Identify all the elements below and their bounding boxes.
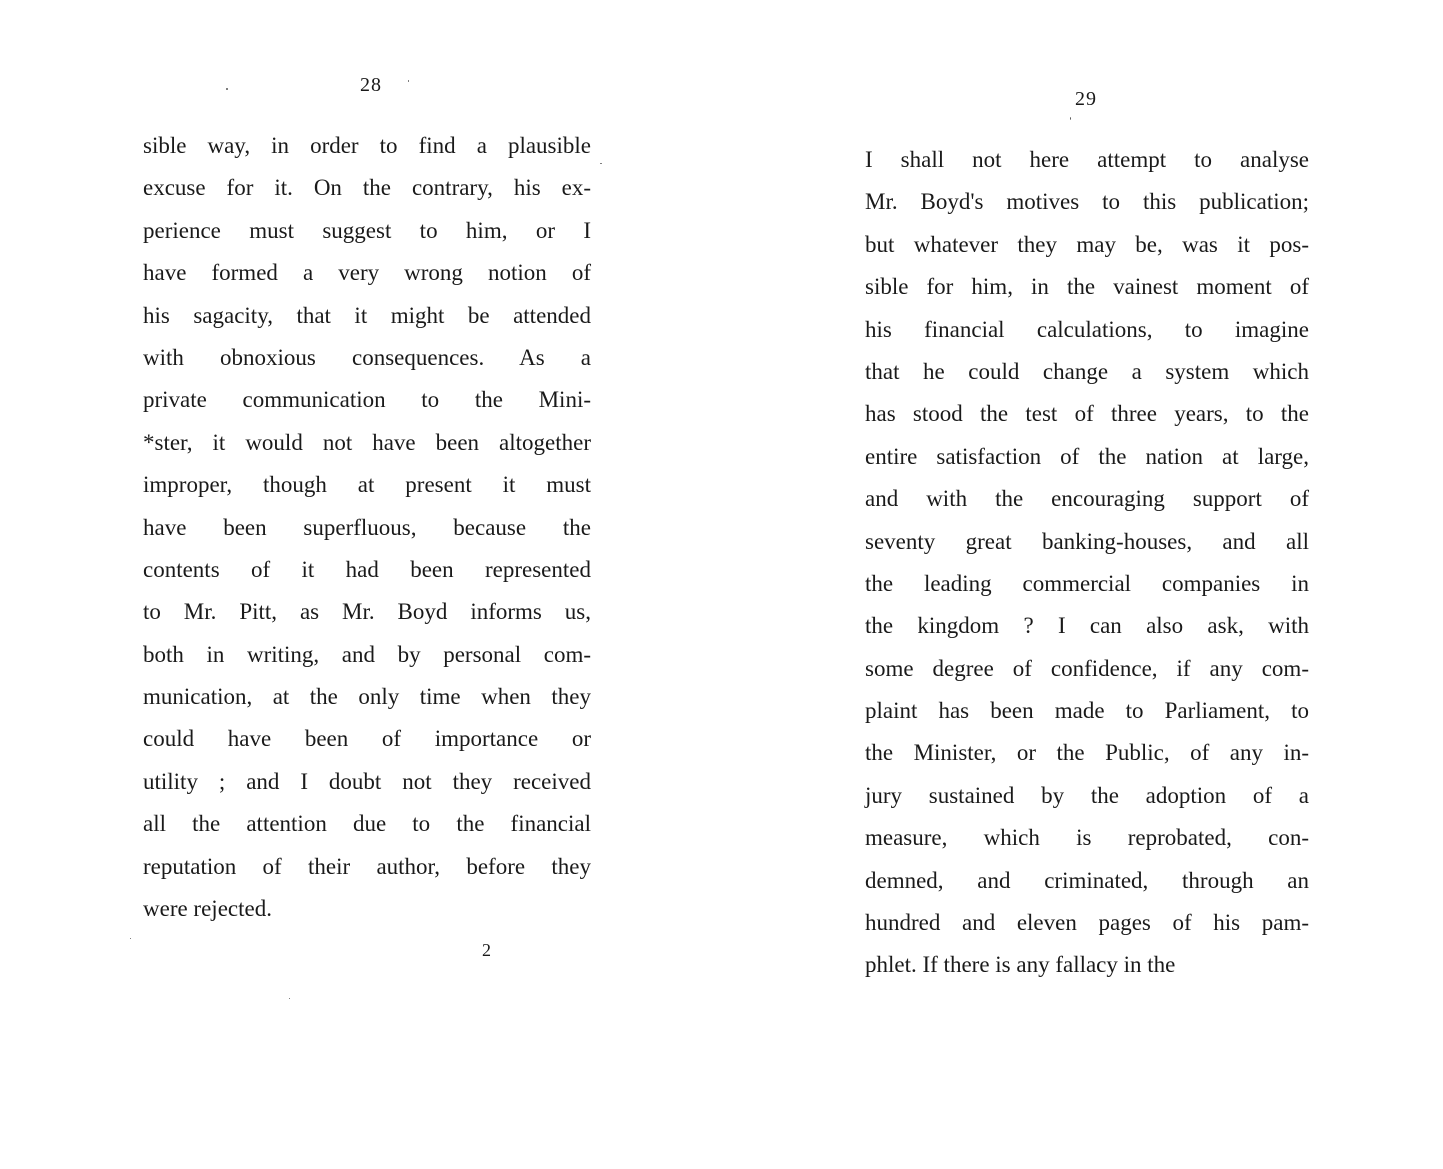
text-line: but whatever they may be, was it pos-	[865, 231, 1309, 257]
text-line: his financial calculations, to imagine	[865, 316, 1309, 342]
scan-speck	[289, 998, 290, 999]
page-number: 28	[360, 74, 382, 96]
text-line: have formed a very wrong notion of	[143, 260, 591, 286]
text-line: munication, at the only time when they	[143, 684, 591, 710]
page-number: 29	[1075, 88, 1097, 110]
text-line: excuse for it. On the contrary, his ex-	[143, 175, 591, 201]
page-text	[143, 125, 591, 930]
text-line: the kingdom ? I can also ask, with	[865, 613, 1309, 639]
text-line: improper, though at present it must	[143, 472, 591, 498]
text-line: perience must suggest to him, or I	[143, 217, 591, 243]
text-line: his sagacity, that it might be attended	[143, 302, 591, 328]
text-line: all the attention due to the financial	[143, 811, 591, 837]
scan-speck	[130, 938, 131, 939]
page-text	[865, 139, 1309, 987]
text-line: have been superfluous, because the	[143, 514, 591, 540]
text-line: that he could change a system which	[865, 358, 1309, 384]
text-line: private communication to the Mini-	[143, 387, 591, 413]
signature-mark: 2	[482, 940, 491, 960]
text-line: some degree of confidence, if any com-	[865, 655, 1309, 681]
text-line: could have been of importance or	[143, 726, 591, 752]
text-line: plaint has been made to Parliament, to	[865, 698, 1309, 724]
text-line: sible for him, in the vainest moment of	[865, 274, 1309, 300]
text-line: and with the encouraging support of	[865, 486, 1309, 512]
scan-speck	[408, 80, 409, 82]
scan-speck	[226, 88, 228, 90]
text-line: hundred and eleven pages of his pam-	[865, 910, 1309, 936]
text-line: to Mr. Pitt, as Mr. Boyd informs us,	[143, 599, 591, 625]
text-line: has stood the test of three years, to the	[865, 401, 1309, 427]
text-line: phlet. If there is any fallacy in the	[865, 952, 1176, 978]
text-line: were rejected.	[143, 896, 272, 922]
text-line: the Minister, or the Public, of any in-	[865, 740, 1309, 766]
text-line: jury sustained by the adoption of a	[865, 782, 1309, 808]
text-line: sible way, in order to find a plausible	[143, 133, 591, 158]
text-line: entire satisfaction of the nation at large,	[865, 443, 1309, 469]
text-line: I shall not here attempt to analyse	[865, 147, 1309, 172]
text-line: both in writing, and by personal com-	[143, 641, 591, 667]
left-page	[0, 0, 720, 1169]
text-line: contents of it had been represented	[143, 556, 591, 582]
scan-speck	[1070, 117, 1071, 120]
text-line: demned, and criminated, through an	[865, 867, 1309, 893]
text-line: reputation of their author, before they	[143, 853, 591, 879]
text-line: seventy great banking-houses, and all	[865, 528, 1309, 554]
scan-speck	[600, 163, 602, 164]
text-line: measure, which is reprobated, con-	[865, 825, 1309, 851]
right-page	[720, 0, 1443, 1169]
text-line: *ster, it would not have been altogether	[143, 429, 591, 455]
text-line: with obnoxious consequences. As a	[143, 344, 591, 370]
text-line: Mr. Boyd's motives to this publication;	[865, 189, 1309, 215]
text-line: the leading commercial companies in	[865, 570, 1309, 596]
text-line: utility ; and I doubt not they received	[143, 768, 591, 794]
